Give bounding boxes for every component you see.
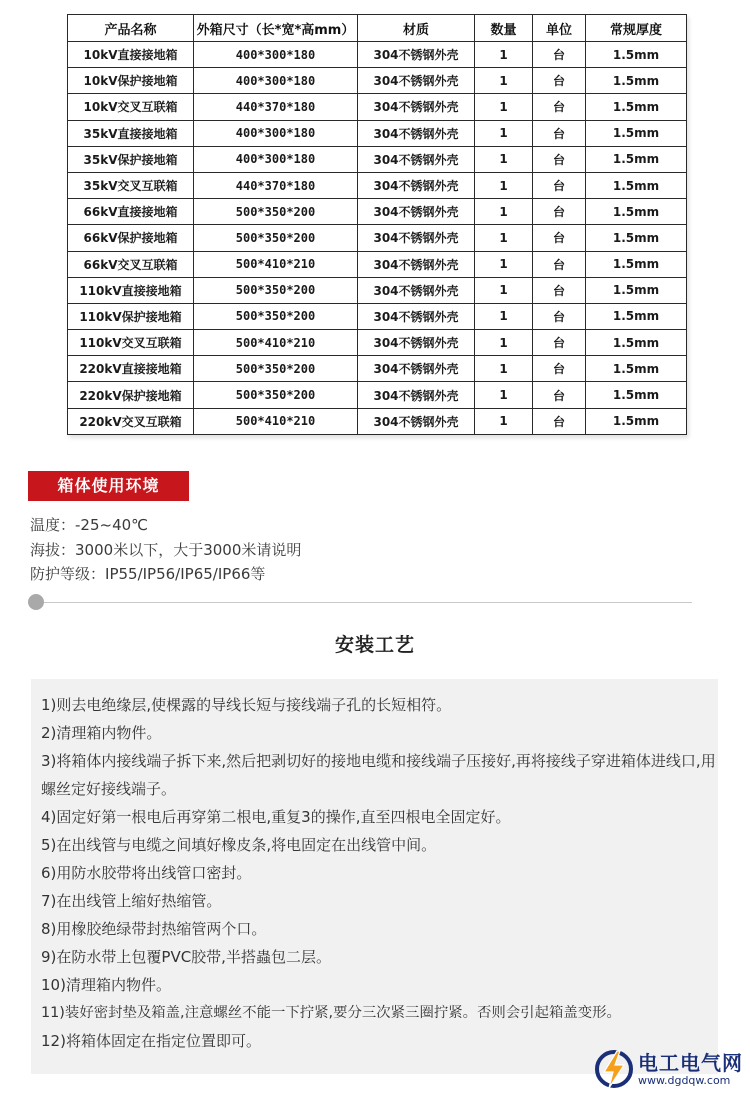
table-row bbox=[68, 68, 687, 94]
cell-unit: 台 bbox=[533, 251, 586, 277]
cell-product: 110kV交叉互联箱 bbox=[68, 330, 194, 356]
lightning-bolt-icon bbox=[594, 1047, 634, 1091]
cell-size: 400*300*180 bbox=[194, 146, 358, 172]
cell-unit: 台 bbox=[533, 146, 586, 172]
cell-thickness: 1.5mm bbox=[586, 303, 687, 329]
cell-size: 500*350*200 bbox=[194, 225, 358, 251]
cell-material: 304不锈钢外壳 bbox=[358, 277, 475, 303]
table-row bbox=[68, 199, 687, 225]
cell-unit: 台 bbox=[533, 356, 586, 382]
cell-product: 10kV保护接地箱 bbox=[68, 68, 194, 94]
cell-unit: 台 bbox=[533, 330, 586, 356]
cell-thickness: 1.5mm bbox=[586, 172, 687, 198]
install-title: 安装工艺 bbox=[334, 634, 415, 656]
cell-thickness: 1.5mm bbox=[586, 330, 687, 356]
env-protection bbox=[30, 563, 265, 584]
cell-thickness: 1.5mm bbox=[586, 42, 687, 68]
cell-unit: 台 bbox=[533, 172, 586, 198]
cell-unit: 台 bbox=[533, 277, 586, 303]
cell-unit: 台 bbox=[533, 199, 586, 225]
cell-unit: 台 bbox=[533, 68, 586, 94]
cell-material: 304不锈钢外壳 bbox=[358, 172, 475, 198]
cell-quantity: 1 bbox=[475, 277, 533, 303]
col-header-unit: 单位 bbox=[533, 15, 586, 42]
cell-product: 35kV直接接地箱 bbox=[68, 120, 194, 146]
cell-size: 500*350*200 bbox=[194, 277, 358, 303]
cell-product: 110kV保护接地箱 bbox=[68, 303, 194, 329]
table-row bbox=[68, 330, 687, 356]
cell-thickness: 1.5mm bbox=[586, 68, 687, 94]
cell-unit: 台 bbox=[533, 225, 586, 251]
cell-material: 304不锈钢外壳 bbox=[358, 330, 475, 356]
cell-quantity: 1 bbox=[475, 199, 533, 225]
cell-unit: 台 bbox=[533, 94, 586, 120]
cell-material: 304不锈钢外壳 bbox=[358, 42, 475, 68]
cell-quantity: 1 bbox=[475, 251, 533, 277]
cell-material: 304不锈钢外壳 bbox=[358, 303, 475, 329]
cell-material: 304不锈钢外壳 bbox=[358, 68, 475, 94]
cell-size: 500*350*200 bbox=[194, 199, 358, 225]
install-step: 2)清理箱内物件。 bbox=[41, 724, 162, 742]
cell-size: 440*370*180 bbox=[194, 94, 358, 120]
section-divider bbox=[36, 602, 692, 603]
cell-product: 220kV交叉互联箱 bbox=[68, 408, 194, 434]
cell-thickness: 1.5mm bbox=[586, 94, 687, 120]
cell-thickness: 1.5mm bbox=[586, 356, 687, 382]
table-row bbox=[68, 120, 687, 146]
cell-quantity: 1 bbox=[475, 146, 533, 172]
cell-thickness: 1.5mm bbox=[586, 225, 687, 251]
cell-thickness: 1.5mm bbox=[586, 277, 687, 303]
table-row bbox=[68, 94, 687, 120]
table-body bbox=[68, 42, 687, 435]
cell-material: 304不锈钢外壳 bbox=[358, 251, 475, 277]
cell-size: 500*350*200 bbox=[194, 356, 358, 382]
cell-thickness: 1.5mm bbox=[586, 382, 687, 408]
cell-quantity: 1 bbox=[475, 94, 533, 120]
spec-table bbox=[67, 14, 687, 435]
table-row bbox=[68, 408, 687, 434]
install-step: 4)固定好第一根电后再穿第二根电,重复3的操作,直至四根电全固定好。 bbox=[41, 808, 511, 826]
cell-quantity: 1 bbox=[475, 356, 533, 382]
col-header-size: 外箱尺寸（长*宽*高mm） bbox=[194, 15, 358, 42]
cell-quantity: 1 bbox=[475, 330, 533, 356]
install-step: 1)则去电绝缘层,使棵露的导线长短与接线端子孔的长短相符。 bbox=[41, 696, 452, 714]
col-header-thickness: 常规厚度 bbox=[586, 15, 687, 42]
install-step: 12)将箱体固定在指定位置即可。 bbox=[41, 1032, 261, 1050]
env-label: 温度： bbox=[30, 516, 76, 534]
cell-material: 304不锈钢外壳 bbox=[358, 120, 475, 146]
cell-material: 304不锈钢外壳 bbox=[358, 94, 475, 120]
col-header-material: 材质 bbox=[358, 15, 475, 42]
install-step: 8)用橡胶绝绿带封热缩管两个口。 bbox=[41, 920, 267, 938]
cell-product: 66kV交叉互联箱 bbox=[68, 251, 194, 277]
cell-material: 304不锈钢外壳 bbox=[358, 225, 475, 251]
install-step: 11)装好密封垫及箱盖,注意螺丝不能一下拧紧,要分三次紧三圈拧紧。否则会引起箱盖变形。 bbox=[41, 1005, 621, 1021]
cell-product: 220kV保护接地箱 bbox=[68, 382, 194, 408]
env-altitude bbox=[30, 539, 301, 560]
cell-size: 500*410*210 bbox=[194, 408, 358, 434]
table-row bbox=[68, 303, 687, 329]
cell-size: 400*300*180 bbox=[194, 42, 358, 68]
cell-product: 10kV直接接地箱 bbox=[68, 42, 194, 68]
install-step: 6)用防水胶带将出线管口密封。 bbox=[41, 864, 252, 882]
cell-material: 304不锈钢外壳 bbox=[358, 408, 475, 434]
watermark-logo bbox=[594, 1045, 744, 1097]
cell-thickness: 1.5mm bbox=[586, 120, 687, 146]
watermark-url: www.dgdqw.com bbox=[638, 1074, 731, 1087]
table-row bbox=[68, 277, 687, 303]
cell-size: 400*300*180 bbox=[194, 68, 358, 94]
env-value: 3000米以下，大于3000米请说明 bbox=[75, 541, 302, 559]
cell-material: 304不锈钢外壳 bbox=[358, 382, 475, 408]
cell-product: 66kV直接接地箱 bbox=[68, 199, 194, 225]
cell-material: 304不锈钢外壳 bbox=[358, 356, 475, 382]
cell-product: 35kV交叉互联箱 bbox=[68, 172, 194, 198]
install-step: 7)在出线管上缩好热缩管。 bbox=[41, 892, 222, 910]
cell-quantity: 1 bbox=[475, 382, 533, 408]
install-step: 10)清理箱内物件。 bbox=[41, 976, 171, 994]
table-row bbox=[68, 225, 687, 251]
cell-quantity: 1 bbox=[475, 303, 533, 329]
cell-material: 304不锈钢外壳 bbox=[358, 146, 475, 172]
install-steps-panel bbox=[31, 679, 718, 1074]
env-value: IP55/IP56/IP65/IP66等 bbox=[105, 565, 266, 583]
col-header-quantity: 数量 bbox=[475, 15, 533, 42]
install-step: 5)在出线管与电缆之间填好橡皮条,将电固定在出线管中间。 bbox=[41, 836, 437, 854]
cell-size: 500*410*210 bbox=[194, 330, 358, 356]
env-label: 海拔： bbox=[30, 541, 76, 559]
cell-unit: 台 bbox=[533, 303, 586, 329]
install-step: 3)将箱体内接线端子拆下来,然后把剥切好的接地电缆和接线端子压接好,再将接线子穿进箱体进线口,用螺丝定好接线端子。 bbox=[41, 752, 716, 798]
cell-thickness: 1.5mm bbox=[586, 146, 687, 172]
env-value: -25~40℃ bbox=[75, 516, 149, 534]
cell-product: 66kV保护接地箱 bbox=[68, 225, 194, 251]
cell-quantity: 1 bbox=[475, 225, 533, 251]
cell-quantity: 1 bbox=[475, 68, 533, 94]
divider-dot bbox=[28, 594, 44, 610]
cell-size: 500*350*200 bbox=[194, 382, 358, 408]
cell-thickness: 1.5mm bbox=[586, 251, 687, 277]
install-steps-list bbox=[41, 691, 716, 1055]
env-label: 防护等级： bbox=[30, 565, 106, 583]
table-row bbox=[68, 172, 687, 198]
cell-material: 304不锈钢外壳 bbox=[358, 199, 475, 225]
cell-size: 500*410*210 bbox=[194, 251, 358, 277]
table-row bbox=[68, 146, 687, 172]
cell-quantity: 1 bbox=[475, 172, 533, 198]
cell-product: 10kV交叉互联箱 bbox=[68, 94, 194, 120]
cell-thickness: 1.5mm bbox=[586, 408, 687, 434]
cell-unit: 台 bbox=[533, 42, 586, 68]
table-header-row bbox=[68, 15, 687, 42]
cell-product: 35kV保护接地箱 bbox=[68, 146, 194, 172]
table-row bbox=[68, 251, 687, 277]
cell-quantity: 1 bbox=[475, 408, 533, 434]
environment-badge: 箱体使用环境 bbox=[28, 471, 189, 501]
cell-product: 110kV直接接地箱 bbox=[68, 277, 194, 303]
cell-size: 400*300*180 bbox=[194, 120, 358, 146]
cell-quantity: 1 bbox=[475, 120, 533, 146]
cell-size: 500*350*200 bbox=[194, 303, 358, 329]
install-step: 9)在防水带上包覆PVC胶带,半搭蟲包二层。 bbox=[41, 948, 331, 966]
watermark-name: 电工电气网 bbox=[638, 1051, 743, 1075]
cell-unit: 台 bbox=[533, 120, 586, 146]
table-row bbox=[68, 356, 687, 382]
col-header-product: 产品名称 bbox=[68, 15, 194, 42]
cell-size: 440*370*180 bbox=[194, 172, 358, 198]
cell-product: 220kV直接接地箱 bbox=[68, 356, 194, 382]
cell-unit: 台 bbox=[533, 382, 586, 408]
table-row bbox=[68, 42, 687, 68]
table-row bbox=[68, 382, 687, 408]
env-temperature bbox=[30, 514, 148, 535]
cell-thickness: 1.5mm bbox=[586, 199, 687, 225]
cell-quantity: 1 bbox=[475, 42, 533, 68]
cell-unit: 台 bbox=[533, 408, 586, 434]
